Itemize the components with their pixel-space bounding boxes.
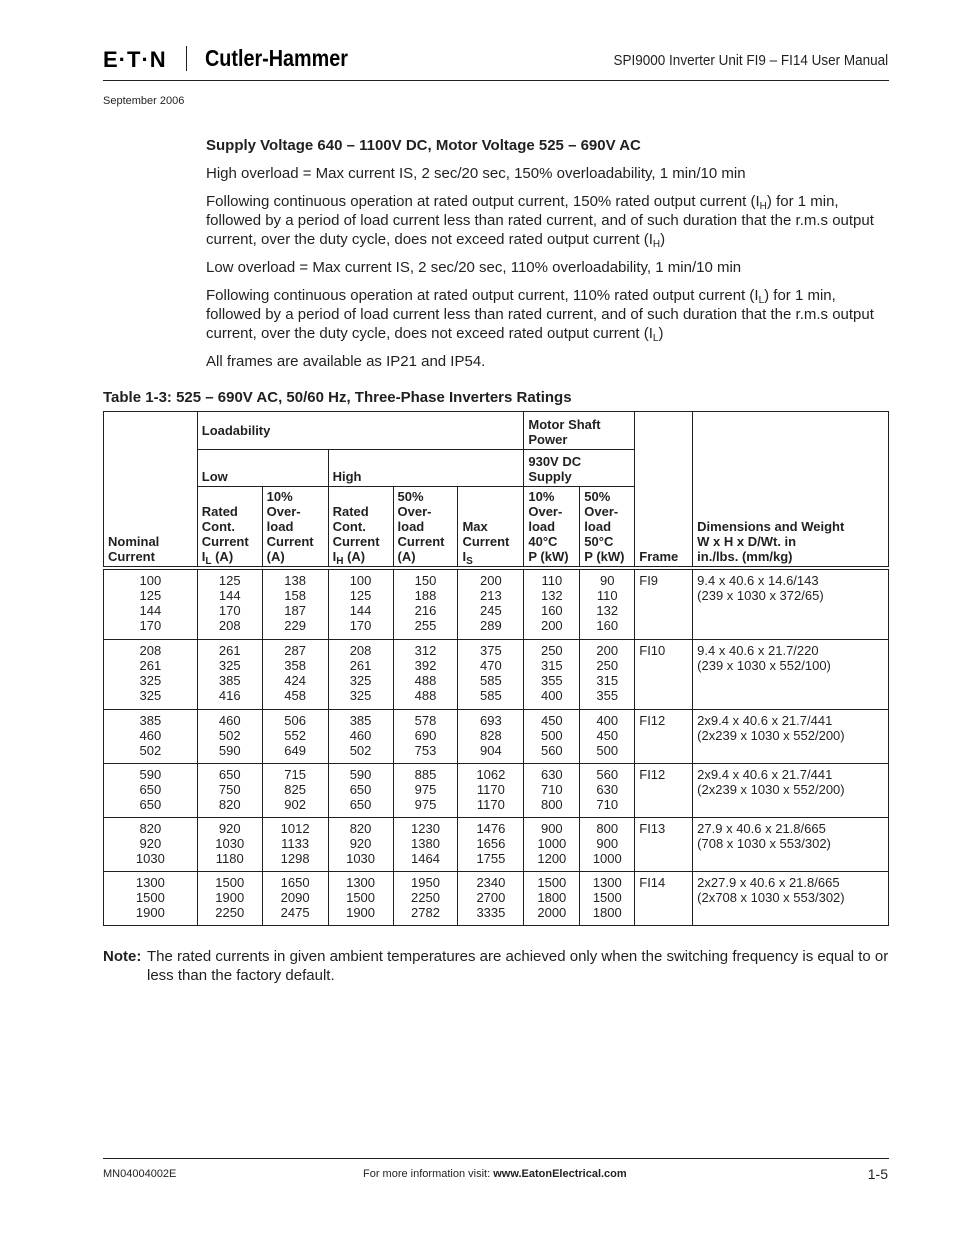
cell-line: 450 (596, 728, 619, 743)
footer-info (363, 1168, 627, 1180)
cell-line: 325 (139, 688, 162, 703)
cell-line: 975 (414, 782, 437, 797)
cell-line: 500 (540, 728, 563, 743)
brand-name: Cutler-Hammer (205, 45, 348, 71)
cell-line: 750 (218, 782, 241, 797)
cell-line: 312 (414, 643, 437, 658)
cell-line: 188 (414, 588, 437, 603)
cell-line: 208 (218, 618, 241, 633)
low-overload-detail: Following continuous operation at rated output current, 110% rated output current $(I_L)$ for 1 min, followed by a period of load current less than rated current, and of such duration that the r.m.s output current, over the duty cycle, does not exceed rated output current $(I_L)$ (206, 287, 874, 344)
table-row (104, 818, 889, 872)
cell-line: 325 (349, 673, 372, 688)
cell-line: 1950 (411, 875, 440, 890)
cell-line: 144 (139, 603, 162, 618)
cell-line: 9.4 x 40.6 x 14.6/143 (697, 573, 819, 588)
high-overload-definition: High overload = Max current IS, 2 sec/20 sec, 150% overloadability, 1 min/10 min (206, 165, 746, 182)
cell-line: 170 (139, 618, 162, 633)
cell-line: 630 (540, 767, 563, 782)
cell-line: 1012 (280, 821, 310, 836)
header-supply: 930V DC Supply (524, 450, 635, 487)
header-rated-low: Rated Cont. Current $I_L$ (A) (197, 487, 262, 567)
power-40c-cell (524, 640, 580, 710)
cell-line: 385 (139, 713, 162, 728)
rated-high-cell (328, 764, 393, 818)
cell-line: (2x239 x 1030 x 552/200) (697, 782, 845, 797)
cell-line: 1030 (346, 851, 376, 866)
overload-high-cell (393, 710, 458, 764)
cell-line: 216 (414, 603, 437, 618)
power-40c-cell (524, 710, 580, 764)
logo-divider (186, 46, 187, 71)
cell-line: 245 (480, 603, 502, 618)
cell-line: 110 (596, 588, 618, 603)
cell-line: 1000 (592, 851, 622, 866)
rated-high-cell (328, 818, 393, 872)
cell-line: 506 (284, 713, 306, 728)
cell-line: 649 (284, 743, 306, 758)
cell-line: 1180 (215, 851, 244, 866)
cell-line: 590 (139, 767, 162, 782)
power-50c-cell (580, 710, 635, 764)
cell-line: 315 (540, 658, 563, 673)
cell-line: 325 (139, 673, 162, 688)
cell-line: 630 (596, 782, 619, 797)
rated-high-cell (328, 710, 393, 764)
cell-line: 261 (218, 643, 241, 658)
note-label: Note: (103, 948, 142, 965)
cell-line: (239 x 1030 x 372/65) (697, 588, 824, 603)
footer-website-link[interactable]: www.EatonElectrical.com (493, 1168, 627, 1180)
dimensions-cell (693, 872, 889, 926)
document-number: MN04004002E (103, 1168, 177, 1180)
cell-line: 975 (414, 797, 437, 812)
overload-high-cell (393, 872, 458, 926)
cell-line: 125 (349, 588, 372, 603)
frame-cell: FI13 (635, 818, 693, 872)
cell-line: 885 (414, 767, 437, 782)
cell-line: 9.4 x 40.6 x 21.7/220 (697, 643, 819, 658)
cell-line: 385 (349, 713, 372, 728)
header-motor-shaft-power: Motor Shaft Power (524, 412, 635, 450)
overload-high-cell (393, 570, 458, 640)
rated-low-cell (197, 764, 262, 818)
cell-line: 488 (414, 688, 437, 703)
cell-line: 325 (349, 688, 372, 703)
cell-line: 261 (349, 658, 372, 673)
cell-line: 358 (284, 658, 306, 673)
table-caption: Table 1-3: 525 – 690V AC, 50/60 Hz, Three-Phase Inverters Ratings (103, 389, 572, 406)
cell-line: 2x27.9 x 40.6 x 21.8/665 (697, 875, 840, 890)
frame-cell: FI10 (635, 640, 693, 710)
cell-line: 424 (284, 673, 306, 688)
power-50c-cell (580, 818, 635, 872)
cell-line: 255 (414, 618, 437, 633)
header-rated-high: Rated Cont. Current $I_H$ (A) (328, 487, 393, 567)
cell-line: 753 (414, 743, 437, 758)
power-50c-cell (580, 872, 635, 926)
table-row (104, 710, 889, 764)
cell-line: 820 (349, 821, 372, 836)
cell-line: 200 (480, 573, 502, 588)
cell-line: 2250 (411, 890, 440, 905)
cell-line: 160 (540, 603, 563, 618)
cell-line: 3335 (476, 905, 506, 920)
cell-line: 1500 (592, 890, 622, 905)
overload-low-cell (262, 764, 328, 818)
cell-line: 132 (596, 603, 619, 618)
cell-line: 900 (596, 836, 619, 851)
cell-line: 460 (218, 713, 241, 728)
cell-line: 250 (540, 643, 563, 658)
cell-line: (2x239 x 1030 x 552/200) (697, 728, 845, 743)
cell-line: 200 (596, 643, 619, 658)
cell-line: 710 (540, 782, 563, 797)
cell-line: 650 (139, 797, 162, 812)
cell-line: 590 (349, 767, 372, 782)
cell-line: 125 (218, 573, 241, 588)
cell-line: (239 x 1030 x 552/100) (697, 658, 831, 673)
header-power-50c: 50% Over- load 50°C P (kW) (580, 487, 635, 567)
cell-line: 1650 (280, 875, 310, 890)
cell-line: 585 (480, 688, 502, 703)
cell-line: 170 (349, 618, 372, 633)
nominal-current-cell (104, 818, 198, 872)
cell-line: 144 (218, 588, 241, 603)
cell-line: 2x9.4 x 40.6 x 21.7/441 (697, 767, 833, 782)
cell-line: 1755 (476, 851, 506, 866)
cell-line: 355 (596, 688, 619, 703)
cell-line: 650 (349, 797, 372, 812)
cell-line: 110 (541, 573, 563, 588)
frame-cell: FI12 (635, 764, 693, 818)
max-current-cell (458, 818, 524, 872)
frame-cell: FI9 (635, 570, 693, 640)
ip-rating-note: All frames are available as IP21 and IP54. (206, 353, 486, 370)
cell-line: 920 (139, 836, 162, 851)
cell-line: 100 (349, 573, 372, 588)
cell-line: 287 (284, 643, 306, 658)
overload-low-cell (262, 818, 328, 872)
header-overload-high: 50% Over- load Current (A) (393, 487, 458, 567)
cell-line: 400 (540, 688, 563, 703)
cell-line: 502 (218, 728, 241, 743)
header-loadability: Loadability (197, 412, 524, 450)
cell-line: 229 (284, 618, 306, 633)
rated-high-cell (328, 872, 393, 926)
cell-line: 825 (284, 782, 306, 797)
cell-line: 416 (218, 688, 241, 703)
cell-line: 250 (596, 658, 619, 673)
rated-high-cell (328, 640, 393, 710)
dimensions-cell (693, 764, 889, 818)
cell-line: 1800 (592, 905, 622, 920)
cell-line: 904 (480, 743, 502, 758)
cell-line: 1500 (537, 875, 567, 890)
cell-line: 2000 (537, 905, 567, 920)
cell-line: 902 (284, 797, 306, 812)
cell-line: 160 (596, 618, 619, 633)
cell-line: 355 (540, 673, 563, 688)
rated-high-cell (328, 570, 393, 640)
frame-cell: FI12 (635, 710, 693, 764)
rated-low-cell (197, 710, 262, 764)
cell-line: 27.9 x 40.6 x 21.8/665 (697, 821, 826, 836)
cell-line: 1800 (537, 890, 567, 905)
dimensions-cell (693, 710, 889, 764)
cell-line: 2090 (280, 890, 310, 905)
header-dimensions: Dimensions and Weight W x H x D/Wt. in in./lbs. (mm/kg) (693, 412, 889, 567)
cell-line: 1500 (346, 890, 376, 905)
cell-line: 1464 (411, 851, 440, 866)
low-overload-definition: Low overload = Max current IS, 2 sec/20 sec, 110% overloadability, 1 min/10 min (206, 259, 742, 276)
cell-line: 1000 (537, 836, 567, 851)
footer-info-prefix: For more information visit: (363, 1168, 494, 1180)
cell-line: 1200 (537, 851, 567, 866)
power-40c-cell (524, 570, 580, 640)
cell-line: 2250 (215, 905, 245, 920)
table-row (104, 872, 889, 926)
overload-low-cell (262, 872, 328, 926)
cell-line: 400 (596, 713, 619, 728)
overload-low-cell (262, 570, 328, 640)
nominal-current-cell (104, 764, 198, 818)
cell-line: 144 (349, 603, 372, 618)
cell-line: 1900 (346, 905, 376, 920)
cell-line: 125 (139, 588, 162, 603)
cell-line: 1900 (215, 890, 245, 905)
cell-line: 578 (414, 713, 437, 728)
cell-line: 138 (284, 573, 306, 588)
cell-line: 1170 (476, 797, 505, 812)
rated-low-cell (197, 570, 262, 640)
cell-line: 208 (139, 643, 162, 658)
cell-line: 710 (596, 797, 619, 812)
cell-line: 132 (540, 588, 563, 603)
publication-date: September 2006 (103, 95, 185, 107)
cell-line: 289 (480, 618, 502, 633)
cell-line: 1133 (281, 836, 310, 851)
cell-line: (2x708 x 1030 x 553/302) (697, 890, 845, 905)
cell-line: (708 x 1030 x 553/302) (697, 836, 831, 851)
page-number: 1-5 (867, 1166, 888, 1182)
high-overload-detail: Following continuous operation at rated output current, 150% rated output current $(I_H)$ for 1 min, followed by a period of load current less than rated current, and of such duration that the r.m.s output current, over the duty cycle, does not exceed rated output current $(I_H)$ (206, 193, 874, 250)
nominal-current-cell (104, 710, 198, 764)
max-current-cell (458, 710, 524, 764)
rated-low-cell (197, 640, 262, 710)
cell-line: 1900 (135, 905, 165, 920)
overload-low-cell (262, 710, 328, 764)
cell-line: 820 (139, 821, 162, 836)
cell-line: 1030 (215, 836, 245, 851)
cell-line: 385 (218, 673, 241, 688)
cell-line: 920 (218, 821, 241, 836)
cell-line: 1062 (476, 767, 506, 782)
dimensions-cell (693, 570, 889, 640)
frame-cell: FI14 (635, 872, 693, 926)
cell-line: 585 (480, 673, 502, 688)
cell-line: 375 (480, 643, 502, 658)
eaton-logo: E·T·N (103, 47, 167, 72)
ratings-table (103, 411, 889, 926)
max-current-cell (458, 764, 524, 818)
overload-high-cell (393, 640, 458, 710)
cell-line: 552 (284, 728, 306, 743)
cell-line: 900 (540, 821, 563, 836)
cell-line: 2700 (476, 890, 506, 905)
cell-line: 2475 (280, 905, 310, 920)
rated-low-cell (197, 872, 262, 926)
dimensions-cell (693, 818, 889, 872)
cell-line: 590 (218, 743, 241, 758)
power-40c-cell (524, 818, 580, 872)
header-power-40c: 10% Over- load 40°C P (kW) (524, 487, 580, 567)
cell-line: 187 (284, 603, 306, 618)
power-40c-cell (524, 872, 580, 926)
cell-line: 1230 (411, 821, 440, 836)
power-50c-cell (580, 764, 635, 818)
header-divider (103, 80, 889, 81)
header-overload-low: 10% Over- load Current (A) (262, 487, 328, 567)
cell-line: 800 (596, 821, 619, 836)
table-row (104, 640, 889, 710)
table-row (104, 570, 889, 640)
cell-line: 261 (139, 658, 162, 673)
cell-line: 1500 (135, 890, 165, 905)
cell-line: 170 (218, 603, 241, 618)
power-50c-cell (580, 640, 635, 710)
cell-line: 1170 (476, 782, 505, 797)
manual-title: SPI9000 Inverter Unit FI9 – FI14 User Manual (613, 52, 888, 69)
cell-line: 560 (596, 767, 619, 782)
header-high: High (328, 450, 524, 487)
max-current-cell (458, 570, 524, 640)
overload-high-cell (393, 818, 458, 872)
overload-low-cell (262, 640, 328, 710)
footnote (103, 947, 889, 985)
nominal-current-cell (104, 872, 198, 926)
cell-line: 1300 (135, 875, 165, 890)
cell-line: 1500 (215, 875, 245, 890)
cell-line: 920 (349, 836, 372, 851)
cell-line: 460 (139, 728, 162, 743)
cell-line: 1300 (346, 875, 376, 890)
cell-line: 650 (139, 782, 162, 797)
cell-line: 690 (414, 728, 437, 743)
cell-line: 693 (480, 713, 502, 728)
power-50c-cell (580, 570, 635, 640)
cell-line: 2x9.4 x 40.6 x 21.7/441 (697, 713, 833, 728)
max-current-cell (458, 640, 524, 710)
header-low: Low (197, 450, 328, 487)
cell-line: 502 (139, 743, 162, 758)
cell-line: 460 (349, 728, 372, 743)
cell-line: 1030 (135, 851, 165, 866)
cell-line: 1656 (476, 836, 506, 851)
header-max-current: Max Current $I_S$ (458, 487, 524, 567)
cell-line: 90 (600, 573, 615, 588)
overload-high-cell (393, 764, 458, 818)
note-text: The rated currents in given ambient temperatures are achieved only when the switching frequency is equal to or less than the factory default. (147, 948, 889, 984)
cell-line: 150 (414, 573, 437, 588)
max-current-cell (458, 872, 524, 926)
ratings-body (104, 570, 889, 926)
cell-line: 650 (218, 767, 241, 782)
cell-line: 325 (218, 658, 241, 673)
cell-line: 820 (218, 797, 241, 812)
cell-line: 2340 (476, 875, 506, 890)
cell-line: 1380 (411, 836, 440, 851)
cell-line: 213 (480, 588, 502, 603)
cell-line: 208 (349, 643, 372, 658)
cell-line: 560 (540, 743, 563, 758)
rated-low-cell (197, 818, 262, 872)
power-40c-cell (524, 764, 580, 818)
nominal-current-cell (104, 640, 198, 710)
cell-line: 158 (284, 588, 306, 603)
cell-line: 450 (540, 713, 563, 728)
cell-line: 488 (414, 673, 437, 688)
cell-line: 2782 (411, 905, 440, 920)
cell-line: 502 (349, 743, 372, 758)
cell-line: 828 (480, 728, 502, 743)
footer-divider (103, 1158, 889, 1159)
cell-line: 1476 (476, 821, 506, 836)
cell-line: 800 (540, 797, 563, 812)
cell-line: 1298 (280, 851, 310, 866)
section-heading: Supply Voltage 640 – 1100V DC, Motor Voltage 525 – 690V AC (206, 137, 641, 154)
cell-line: 200 (540, 618, 563, 633)
nominal-current-cell (104, 570, 198, 640)
header-frame: Frame (635, 412, 693, 567)
cell-line: 500 (596, 743, 619, 758)
cell-line: 315 (596, 673, 619, 688)
cell-line: 650 (349, 782, 372, 797)
table-row (104, 764, 889, 818)
cell-line: 1300 (592, 875, 622, 890)
cell-line: 470 (480, 658, 502, 673)
header-nominal-current: Nominal Current (104, 412, 198, 567)
cell-line: 100 (139, 573, 162, 588)
dimensions-cell (693, 640, 889, 710)
cell-line: 715 (284, 767, 306, 782)
cell-line: 458 (284, 688, 306, 703)
cell-line: 392 (414, 658, 437, 673)
